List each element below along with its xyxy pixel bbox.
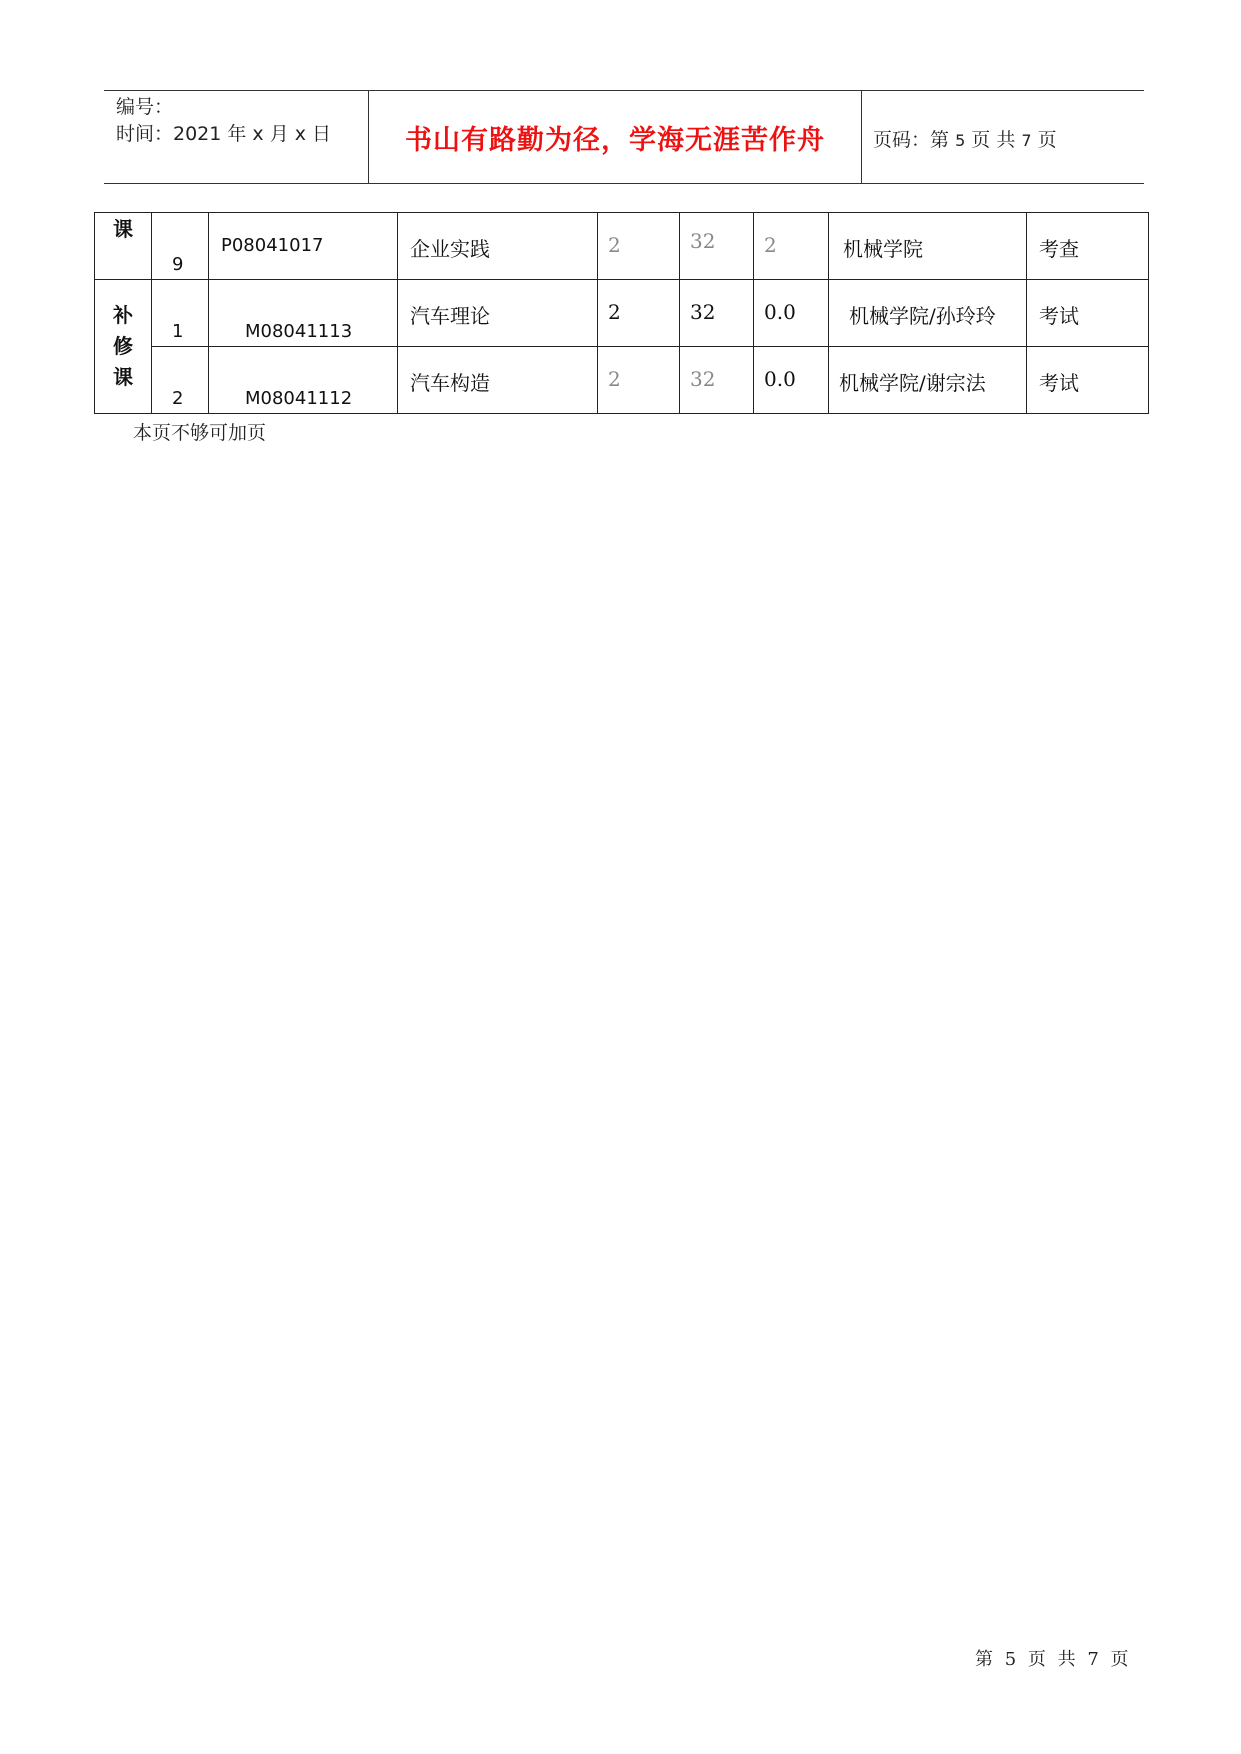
table-row bbox=[95, 347, 1149, 414]
course-hours: 32 bbox=[690, 367, 716, 391]
credit-cell bbox=[598, 347, 680, 414]
course-assessment: 考试 bbox=[1039, 371, 1079, 395]
row-number: 2 bbox=[172, 388, 184, 409]
page-suffix: 页 bbox=[1037, 129, 1057, 151]
course-dept: 机械学院/谢宗法 bbox=[839, 371, 986, 395]
category-char: 修 bbox=[113, 334, 133, 358]
header-divider-left bbox=[368, 90, 369, 183]
page-mid: 页 共 bbox=[971, 129, 1016, 151]
page-footer: 第 5 页 共 7 页 bbox=[975, 1649, 1129, 1670]
hours-cell bbox=[680, 280, 754, 347]
time-label: 时间：2021 年 x 月 x 日 bbox=[116, 123, 332, 145]
course-name: 企业实践 bbox=[410, 237, 490, 261]
number-cell bbox=[152, 280, 209, 347]
grade-cell bbox=[754, 213, 829, 280]
category-label: 课 bbox=[113, 217, 133, 241]
course-hours: 32 bbox=[690, 300, 716, 324]
table-row bbox=[95, 213, 1149, 280]
course-name: 汽车理论 bbox=[410, 304, 490, 328]
course-code: M08041113 bbox=[245, 321, 353, 342]
page-current: 5 bbox=[955, 131, 966, 150]
category-char: 补 bbox=[113, 303, 133, 327]
name-cell bbox=[398, 213, 598, 280]
course-assessment: 考试 bbox=[1039, 304, 1079, 328]
assess-cell bbox=[1027, 280, 1149, 347]
course-grade: 0.0 bbox=[764, 300, 796, 324]
code-cell bbox=[209, 280, 398, 347]
category-cell bbox=[95, 213, 152, 280]
header-divider-right bbox=[861, 90, 862, 183]
code-cell bbox=[209, 213, 398, 280]
course-credit: 2 bbox=[608, 233, 621, 257]
category-cell bbox=[95, 280, 152, 414]
number-label: 编号： bbox=[116, 96, 174, 118]
credit-cell bbox=[598, 213, 680, 280]
header-meta bbox=[116, 94, 331, 148]
course-code: M08041112 bbox=[245, 388, 353, 409]
hours-cell bbox=[680, 347, 754, 414]
dept-cell bbox=[829, 213, 1027, 280]
number-cell bbox=[152, 213, 209, 280]
dept-cell bbox=[829, 280, 1027, 347]
row-number: 9 bbox=[172, 254, 184, 275]
grade-cell bbox=[754, 347, 829, 414]
course-code: P08041017 bbox=[221, 235, 324, 256]
assess-cell bbox=[1027, 213, 1149, 280]
category-char: 课 bbox=[113, 365, 133, 389]
course-dept: 机械学院 bbox=[843, 237, 923, 261]
page-prefix: 页码：第 bbox=[873, 129, 950, 151]
number-cell bbox=[152, 347, 209, 414]
grade-cell bbox=[754, 280, 829, 347]
header-bottom-rule bbox=[104, 183, 1144, 184]
row-number: 1 bbox=[172, 321, 184, 342]
table-row bbox=[95, 280, 1149, 347]
course-hours: 32 bbox=[690, 229, 716, 253]
assess-cell bbox=[1027, 347, 1149, 414]
page-total: 7 bbox=[1021, 131, 1032, 150]
course-credit: 2 bbox=[608, 300, 621, 324]
course-table bbox=[94, 212, 1149, 414]
name-cell bbox=[398, 280, 598, 347]
code-cell bbox=[209, 347, 398, 414]
name-cell bbox=[398, 347, 598, 414]
header-motto: 书山有路勤为径，学海无涯苦作舟 bbox=[405, 125, 825, 156]
hours-cell bbox=[680, 213, 754, 280]
course-credit: 2 bbox=[608, 367, 621, 391]
course-assessment: 考查 bbox=[1039, 237, 1079, 261]
course-grade: 2 bbox=[764, 233, 777, 257]
course-name: 汽车构造 bbox=[410, 371, 490, 395]
page-note: 本页不够可加页 bbox=[133, 422, 267, 444]
header-page-indicator bbox=[873, 125, 1057, 152]
dept-cell bbox=[829, 347, 1027, 414]
course-dept: 机械学院/孙玲玲 bbox=[849, 304, 996, 328]
header-top-rule bbox=[104, 90, 1144, 91]
credit-cell bbox=[598, 280, 680, 347]
course-grade: 0.0 bbox=[764, 367, 796, 391]
